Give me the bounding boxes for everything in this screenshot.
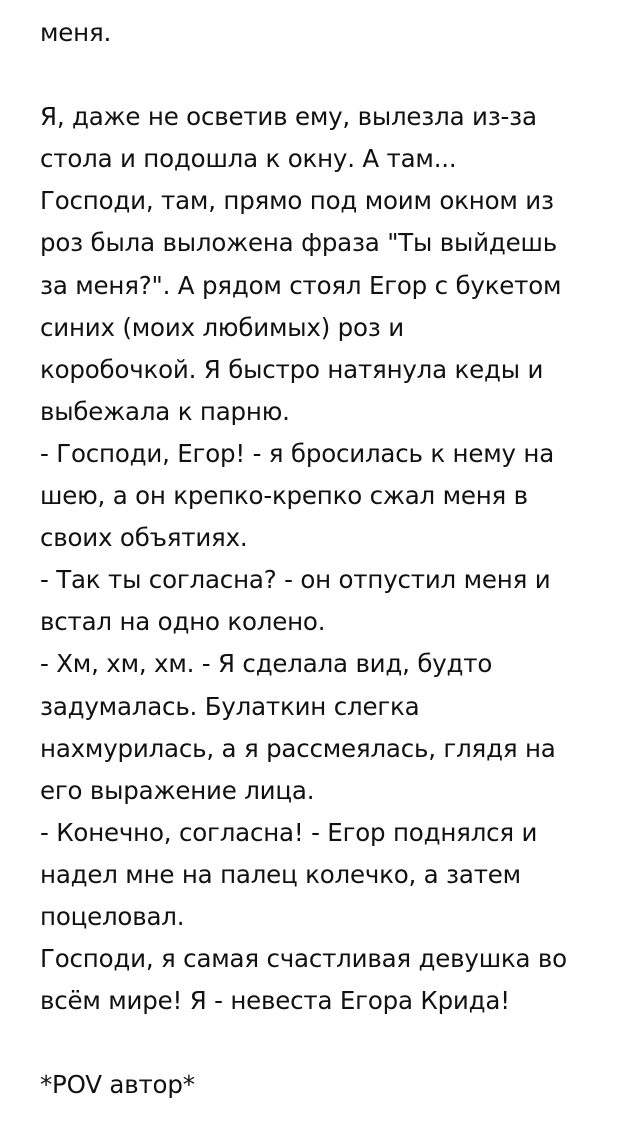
text-line: стола и подошла к окну. А там...: [40, 144, 457, 174]
story-text: [40, 12, 620, 1106]
text-line: своих объятиях.: [40, 523, 248, 553]
text-line: - Хм, хм, хм. - Я сделала вид, будто: [40, 649, 493, 679]
paragraph-gap: [40, 1022, 620, 1064]
text-line: Я, даже не осветив ему, вылезла из-за: [40, 102, 537, 132]
text-line: роз была выложена фраза "Ты выйдешь: [40, 228, 557, 258]
text-line: задумалась. Булаткин слегка: [40, 691, 420, 721]
section-marker: *POV автор*: [40, 1070, 195, 1100]
text-line: синих (моих любимых) роз и: [40, 312, 404, 342]
text-line: - Конечно, согласна! - Егор поднялся и: [40, 817, 538, 847]
text-line: меня.: [40, 18, 112, 47]
text-line: Господи, я самая счастливая девушка во: [40, 944, 567, 974]
text-line: Господи, там, прямо под моим окном из: [40, 186, 554, 216]
text-line: его выражение лица.: [40, 775, 315, 805]
text-line: встал на одно колено.: [40, 607, 326, 637]
text-line: всём мире! Я - невеста Егора Крида!: [40, 986, 510, 1016]
text-line: - Так ты согласна? - он отпустил меня и: [40, 565, 551, 595]
text-line: нахмурилась, а я рассмеялась, глядя на: [40, 733, 556, 763]
text-line: поцеловал.: [40, 901, 185, 931]
text-line: надел мне на палец колечко, а затем: [40, 859, 521, 889]
text-line: - Господи, Егор! - я бросилась к нему на: [40, 438, 555, 468]
text-line: шею, а он крепко-крепко сжал меня в: [40, 481, 528, 511]
paragraph-gap: [40, 54, 620, 96]
text-line: за меня?". А рядом стоял Егор с букетом: [40, 270, 562, 300]
text-line: выбежала к парню.: [40, 396, 290, 426]
text-line: коробочкой. Я быстро натянула кеды и: [40, 354, 544, 384]
